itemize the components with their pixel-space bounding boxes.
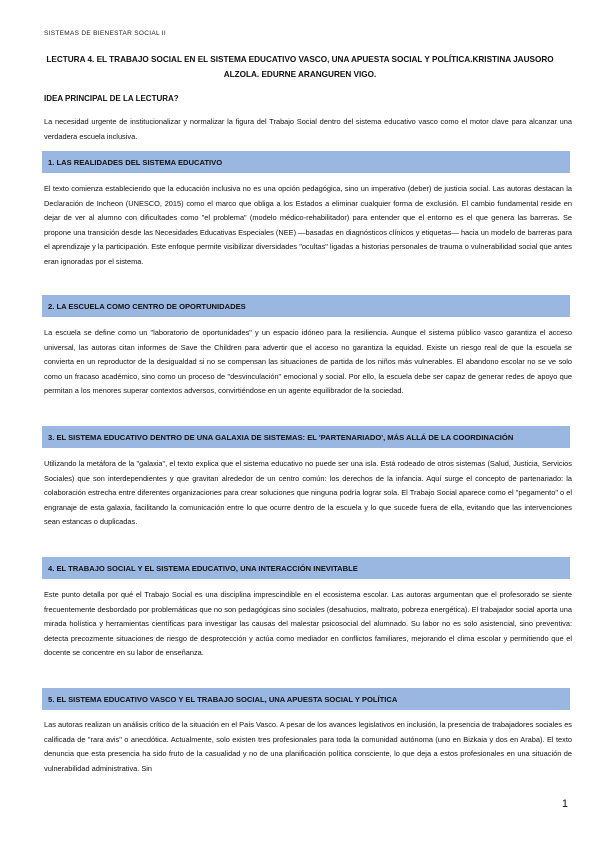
- idea-heading: IDEA PRINCIPAL DE LA LECTURA?: [44, 94, 179, 103]
- section-heading-4: 4. EL TRABAJO SOCIAL Y EL SISTEMA EDUCATIVO, UNA INTERACCIÓN INEVITABLE: [42, 557, 570, 579]
- section-paragraph-4: Este punto detalla por qué el Trabajo Social es una disciplina imprescindible en el ecosistema escolar. Las autoras argumentan que el profesorado se siente frecuentemente desbordado por problemáticas que no son pedagógicas sino sociales (desahucios, maltrato, pobreza energética). El trabajador social aporta una mirada holística y herramientas científicas para investigar las causas del malestar psicosocial del alumnado. Su labor no es solo asistencial, sino preventiva: detecta precozmente situaciones de riesgo de desprotección y actúa como mediador en conflictos familiares, mejorando el clima escolar y permitiendo que el docente se concentre en su labor de enseñanza.: [44, 590, 572, 657]
- section-paragraph-3: Utilizando la metáfora de la "galaxia", el texto explica que el sistema educativo no puede ser una isla. Está rodeado de otros sistemas (Salud, Justicia, Servicios Sociales) que son interdependientes y que gravitan alrededor de un centro común: los derechos de la infancia. Aquí surge el concepto de partenariado: la colaboración estrecha entre diferentes organizaciones para crear soluciones que ninguna podría lograr sola. El Trabajo Social aparece como el "pegamento" o el engranaje de esta galaxia, facilitando la comunicación entre lo que ocurre dentro de la escuela y lo que sucede fuera de ella, evitando que las intervenciones sean estancas o duplicadas.: [44, 459, 572, 526]
- section-paragraph-1: El texto comienza estableciendo que la educación inclusiva no es una opción pedagógica, sino un imperativo (deber) de justicia social. Las autoras destacan la Declaración de Incheon (UNESCO, 2015) como el marco que obliga a los Estados a eliminar cualquier forma de exclusión. El cambio fundamental reside en dejar de ver al alumno con dificultades como "el problema" (modelo médico-rehabilitador) para entender que el entorno es el que genera las barreras. Se propone una transición desde las Necesidades Educativas Especiales (NEE) —basadas en diagnósticos clínicos y etiquetas— hacia un modelo de barreras para el aprendizaje y la participación. Este enfoque permite visibilizar diversidades "ocultas" ligadas a historias personales de trauma o vulnerabilidad social que antes eran ignoradas por el sistema.: [44, 184, 572, 266]
- section-heading-2: 2. LA ESCUELA COMO CENTRO DE OPORTUNIDADES: [42, 295, 570, 317]
- section-heading-5: 5. EL SISTEMA EDUCATIVO VASCO Y EL TRABAJO SOCIAL, UNA APUESTA SOCIAL Y POLÍTICA: [42, 688, 570, 710]
- section-heading-1: 1. LAS REALIDADES DEL SISTEMA EDUCATIVO: [42, 151, 570, 173]
- section-paragraph-2: La escuela se define como un "laboratorio de oportunidades" y un espacio idóneo para la resiliencia. Aunque el sistema público vasco garantiza el acceso universal, las autoras citan informes de Save the Children para advertir que el acceso no garantiza la equidad. Existe un riesgo real de que la escuela se convierta en un reproductor de la desigualdad si no se compensan las situaciones de partida de los niños más vulnerables. El abandono escolar no se ve solo como un fracaso académico, sino como un proceso de "desvinculación" emocional y social. Por ello, la escuela debe ser capaz de generar redes de apoyo que permitan a los menores superar contextos adversos, convirtiéndose en un agente equilibrador de la sociedad.: [44, 328, 572, 395]
- page-header: SISTEMAS DE BIENESTAR SOCIAL II: [44, 30, 166, 37]
- section-paragraph-5: Las autoras realizan un análisis crítico de la situación en el País Vasco. A pesar de los avances legislativos en inclusión, la presencia de trabajadores sociales es calificada de "rara avis" o anecdótica. Actualmente, solo existen tres profesionales para toda la comunidad autónoma (uno en Bizkaia y dos en Araba). El texto denuncia que esta presencia ha sido fruto de la casualidad y no de una planificación política consciente, lo que deja a estos profesionales en una situación de vulnerabilidad administrativa. Sin: [44, 720, 572, 773]
- section-heading-3: 3. EL SISTEMA EDUCATIVO DENTRO DE UNA GALAXIA DE SISTEMAS: EL 'PARTENARIADO', MÁS ALLÁ DE LA COORDINACIÓN: [42, 426, 570, 448]
- document-title: LECTURA 4. EL TRABAJO SOCIAL EN EL SISTEMA EDUCATIVO VASCO, UNA APUESTA SOCIAL Y POLÍTICA.KRISTINA JAUSORO ALZOLA. EDURNE ARANGUREN VIGO.: [46, 55, 554, 79]
- page-number: 1: [561, 798, 568, 810]
- idea-paragraph: La necesidad urgente de institucionalizar y normalizar la figura del Trabajo Social dentro del sistema educativo vasco como el motor clave para alcanzar una verdadera escuela inclusiva.: [44, 117, 572, 141]
